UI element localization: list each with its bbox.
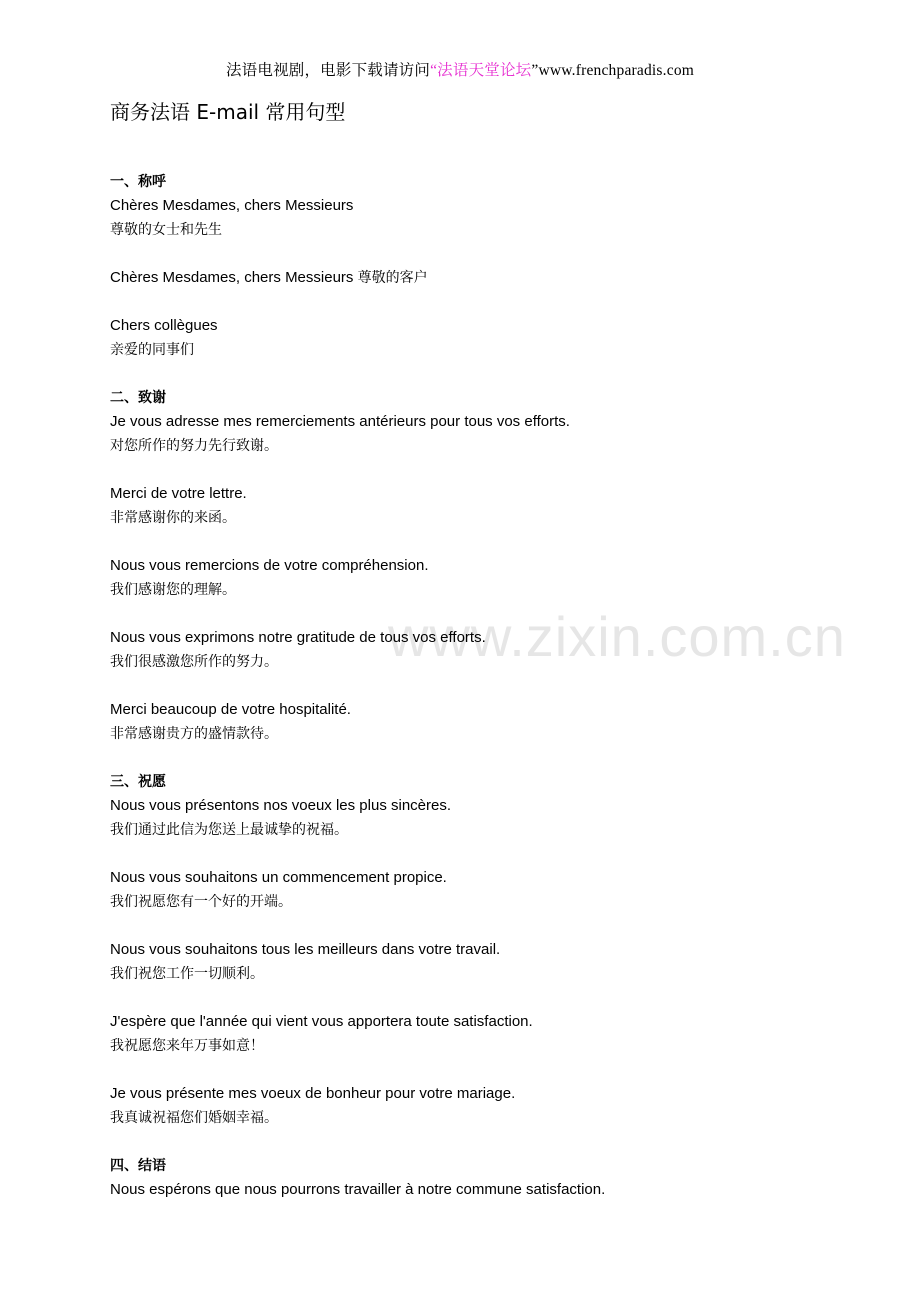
french-phrase: Merci beaucoup de votre hospitalité. xyxy=(110,701,351,718)
chinese-translation: 非常感谢贵方的盛情款待。 xyxy=(110,726,278,742)
phrase-entry xyxy=(110,482,870,530)
phrase-entry xyxy=(110,554,870,602)
section-closing xyxy=(110,1154,870,1202)
phrase-entry xyxy=(110,938,870,986)
header-prefix: 法语电视剧，电影下载请访问 xyxy=(225,61,431,79)
header-quote-close: ” xyxy=(531,62,539,79)
phrase-entry xyxy=(110,698,870,746)
french-phrase: Chères Mesdames, chers Messieurs xyxy=(110,197,354,214)
french-phrase: Chères Mesdames, chers Messieurs xyxy=(110,269,354,286)
section-heading: 二、致谢 xyxy=(110,390,166,406)
chinese-translation: 我们祝您工作一切顺利。 xyxy=(110,966,264,982)
section-wishes xyxy=(110,770,870,1130)
chinese-translation: 我们通过此信为您送上最诚挚的祝福。 xyxy=(110,822,348,838)
header-quote-open: “ xyxy=(430,62,438,79)
header-site-url[interactable]: www.frenchparadis.com xyxy=(538,62,695,79)
french-phrase: J'espère que l'année qui vient vous apportera toute satisfaction. xyxy=(110,1013,533,1030)
french-phrase: Nous vous souhaitons tous les meilleurs dans votre travail. xyxy=(110,941,501,958)
document-title: 商务法语 E-mail 常用句型 xyxy=(110,100,346,124)
section-heading: 四、结语 xyxy=(110,1158,166,1174)
french-phrase: Merci de votre lettre. xyxy=(110,485,247,502)
chinese-translation: 我们感谢您的理解。 xyxy=(110,582,236,598)
chinese-translation: 我们祝愿您有一个好的开端。 xyxy=(110,894,292,910)
header-forum-link[interactable]: 法语天堂论坛 xyxy=(437,61,532,79)
chinese-translation: 我们很感激您所作的努力。 xyxy=(110,654,278,670)
phrase-entry xyxy=(110,794,870,842)
french-phrase: Chers collègues xyxy=(110,317,218,334)
chinese-translation: 非常感谢你的来函。 xyxy=(110,510,236,526)
phrase-entry xyxy=(110,266,870,290)
french-phrase: Nous vous exprimons notre gratitude de tous vos efforts. xyxy=(110,629,486,646)
phrase-entry xyxy=(110,1082,870,1130)
phrase-entry xyxy=(110,626,870,674)
watermark: www.zixin.com.cn xyxy=(388,605,846,668)
section-thanks xyxy=(110,386,870,746)
french-phrase: Je vous présente mes voeux de bonheur pour votre mariage. xyxy=(110,1085,516,1102)
french-phrase: Nous espérons que nous pourrons travailler à notre commune satisfaction. xyxy=(110,1181,606,1198)
phrase-entry xyxy=(110,410,870,458)
chinese-translation: 我真诚祝福您们婚姻幸福。 xyxy=(110,1110,278,1126)
phrase-entry xyxy=(110,194,870,242)
chinese-translation: 对您所作的努力先行致谢。 xyxy=(110,438,278,454)
phrase-entry xyxy=(110,314,870,362)
french-phrase: Nous vous présentons nos voeux les plus sincères. xyxy=(110,797,452,814)
phrase-entry xyxy=(110,1178,870,1202)
chinese-translation: 我祝愿您来年万事如意！ xyxy=(110,1038,264,1054)
phrase-entry xyxy=(110,866,870,914)
chinese-translation: 亲爱的同事们 xyxy=(110,342,194,358)
section-greetings xyxy=(110,170,870,362)
french-phrase: Nous vous remercions de votre compréhension. xyxy=(110,557,429,574)
section-heading: 三、祝愿 xyxy=(110,774,166,790)
document-body xyxy=(110,98,870,1226)
phrase-entry xyxy=(110,1010,870,1058)
french-phrase: Nous vous souhaitons un commencement propice. xyxy=(110,869,447,886)
french-phrase: Je vous adresse mes remerciements antérieurs pour tous vos efforts. xyxy=(110,413,570,430)
phrase-line xyxy=(110,266,870,290)
chinese-translation: 尊敬的女士和先生 xyxy=(110,222,222,238)
section-heading: 一、称呼 xyxy=(110,174,166,190)
chinese-translation: 尊敬的客户 xyxy=(357,270,428,286)
page-header xyxy=(0,58,920,80)
